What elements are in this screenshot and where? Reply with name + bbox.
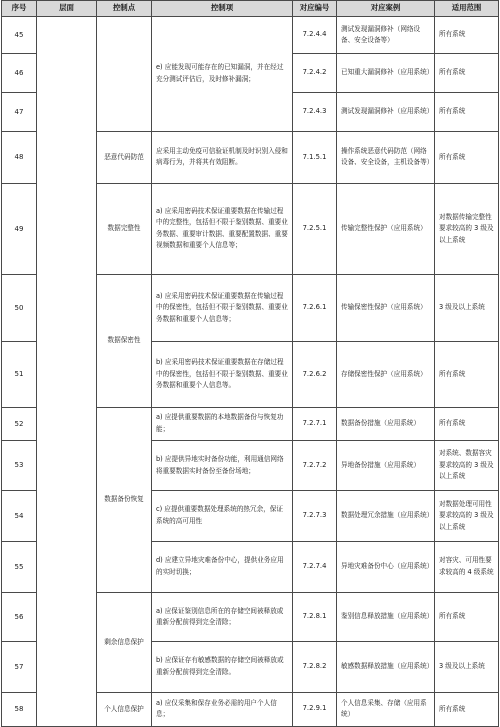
row-serial: 45 xyxy=(2,17,37,54)
row-case: 个人信息采集、存储（应用系统） xyxy=(337,692,435,726)
row-case: 数据处理冗余措施（应用系统） xyxy=(337,491,435,541)
row-scope: 所有系统 xyxy=(435,407,499,440)
row-scope: 对数据处理可用性要求较高的 3 级及以上系统 xyxy=(435,491,499,541)
control-point-cell: 数据保密性 xyxy=(97,274,152,407)
row-serial: 56 xyxy=(2,592,37,641)
row-code: 7.2.5.1 xyxy=(293,184,337,275)
table-row xyxy=(2,17,499,54)
row-scope: 所有系统 xyxy=(435,17,499,54)
control-item-cell: e) 应能发现可能存在的已知漏洞，并在经过充分测试评估后，及时修补漏洞； xyxy=(152,17,293,132)
control-item-cell: b) 应保证存有敏感数据的存储空间被释放或重新分配前得到完全清除。 xyxy=(152,642,293,692)
header-code: 对应编号 xyxy=(293,1,337,17)
row-code: 7.2.7.2 xyxy=(293,440,337,490)
row-scope: 3 级及以上系统 xyxy=(435,274,499,341)
row-serial: 55 xyxy=(2,541,37,592)
row-case: 操作系统恶意代码防范（网络设备、安全设备，主机设备等） xyxy=(337,131,435,183)
row-code: 7.2.7.4 xyxy=(293,541,337,592)
control-item-cell: a) 应提供重要数据的本地数据备份与恢复功能； xyxy=(152,407,293,440)
row-serial: 52 xyxy=(2,407,37,440)
row-case: 存储保密性保护（应用系统） xyxy=(337,342,435,407)
row-scope: 所有系统 xyxy=(435,131,499,183)
control-item-cell: 应采用主动免疫可信验证机制及时识别入侵和病毒行为，并将其有效阻断。 xyxy=(152,131,293,183)
header-case: 对应案例 xyxy=(337,1,435,17)
row-code: 7.1.5.1 xyxy=(293,131,337,183)
row-serial: 46 xyxy=(2,54,37,92)
header-control-point: 控制点 xyxy=(97,1,152,17)
row-scope: 对容灾、可用性要求较高的 4 级系统 xyxy=(435,541,499,592)
layer-cell xyxy=(37,17,97,727)
row-code: 7.2.6.2 xyxy=(293,342,337,407)
row-serial: 57 xyxy=(2,642,37,692)
row-scope: 所有系统 xyxy=(435,592,499,641)
header-serial: 序号 xyxy=(2,1,37,17)
row-serial: 51 xyxy=(2,342,37,407)
control-item-cell: b) 应采用密码技术保证重要数据在存储过程中的保密性，包括但不限于鉴别数据、重要业务数据和重要个人信息等。 xyxy=(152,342,293,407)
row-case: 数据备份措施（应用系统） xyxy=(337,407,435,440)
row-scope: 3 级及以上系统 xyxy=(435,642,499,692)
row-case: 异地备份措施（应用系统） xyxy=(337,440,435,490)
control-point-cell: 数据备份恢复 xyxy=(97,407,152,592)
row-code: 7.2.7.3 xyxy=(293,491,337,541)
row-code: 7.2.6.1 xyxy=(293,274,337,341)
row-case: 鉴别信息释放措施（应用系统） xyxy=(337,592,435,641)
row-scope: 所有系统 xyxy=(435,342,499,407)
row-case: 已知重大漏洞修补（应用系统） xyxy=(337,54,435,92)
row-case: 敏感数据释放措施（应用系统） xyxy=(337,642,435,692)
header-control-item: 控制项 xyxy=(152,1,293,17)
row-serial: 54 xyxy=(2,491,37,541)
row-code: 7.2.7.1 xyxy=(293,407,337,440)
row-case: 传输保密性保护（应用系统） xyxy=(337,274,435,341)
control-item-cell: a) 应采用密码技术保证重要数据在传输过程中的完整性，包括但不限于鉴别数据、重要业务数据、重要审计数据、重要配置数据、重要视频数据和重要个人信息等； xyxy=(152,184,293,275)
control-point-cell xyxy=(97,17,152,132)
row-code: 7.2.4.3 xyxy=(293,92,337,131)
control-item-cell: c) 应提供重要数据处理系统的热冗余，保证系统的高可用性 xyxy=(152,491,293,541)
header-layer: 层面 xyxy=(37,1,97,17)
control-point-cell: 恶意代码防范 xyxy=(97,131,152,183)
row-scope: 所有系统 xyxy=(435,92,499,131)
control-item-cell: a) 应保证鉴别信息所在的存储空间被释放或重新分配前得到完全清除； xyxy=(152,592,293,641)
control-item-cell: a) 应仅采集和保存业务必需的用户个人信息； xyxy=(152,692,293,726)
control-table xyxy=(1,0,499,727)
row-case: 传输完整性保护（应用系统） xyxy=(337,184,435,275)
row-serial: 47 xyxy=(2,92,37,131)
control-item-cell: d) 应建立异地灾难备份中心，提供业务应用的实时切换； xyxy=(152,541,293,592)
row-code: 7.2.4.2 xyxy=(293,54,337,92)
row-code: 7.2.8.1 xyxy=(293,592,337,641)
control-item-cell: b) 应提供异地实时备份功能，利用通信网络将重要数据实时备份至备份场地； xyxy=(152,440,293,490)
row-case: 测试发现漏洞修补（网络设备、安全设备等） xyxy=(337,17,435,54)
row-scope: 对数据传输完整性要求较高的 3 级及以上系统 xyxy=(435,184,499,275)
header-scope: 适用范围 xyxy=(435,1,499,17)
row-code: 7.2.9.1 xyxy=(293,692,337,726)
row-serial: 48 xyxy=(2,131,37,183)
control-item-cell: a) 应采用密码技术保证重要数据在传输过程中的保密性，包括但不限于鉴别数据、重要业务数据和重要个人信息等； xyxy=(152,274,293,341)
row-scope: 所有系统 xyxy=(435,54,499,92)
row-scope: 对系统、数据容灾要求较高的 3 级及以上系统 xyxy=(435,440,499,490)
header-row xyxy=(2,1,499,17)
row-scope: 所有系统 xyxy=(435,692,499,726)
row-serial: 49 xyxy=(2,184,37,275)
control-point-cell: 剩余信息保护 xyxy=(97,592,152,692)
control-point-cell: 个人信息保护 xyxy=(97,692,152,726)
row-case: 异地灾难备份中心（应用系统） xyxy=(337,541,435,592)
row-code: 7.2.8.2 xyxy=(293,642,337,692)
row-code: 7.2.4.4 xyxy=(293,17,337,54)
row-serial: 53 xyxy=(2,440,37,490)
control-point-cell: 数据完整性 xyxy=(97,184,152,275)
row-case: 测试发现漏洞修补（应用系统） xyxy=(337,92,435,131)
row-serial: 50 xyxy=(2,274,37,341)
row-serial: 58 xyxy=(2,692,37,726)
